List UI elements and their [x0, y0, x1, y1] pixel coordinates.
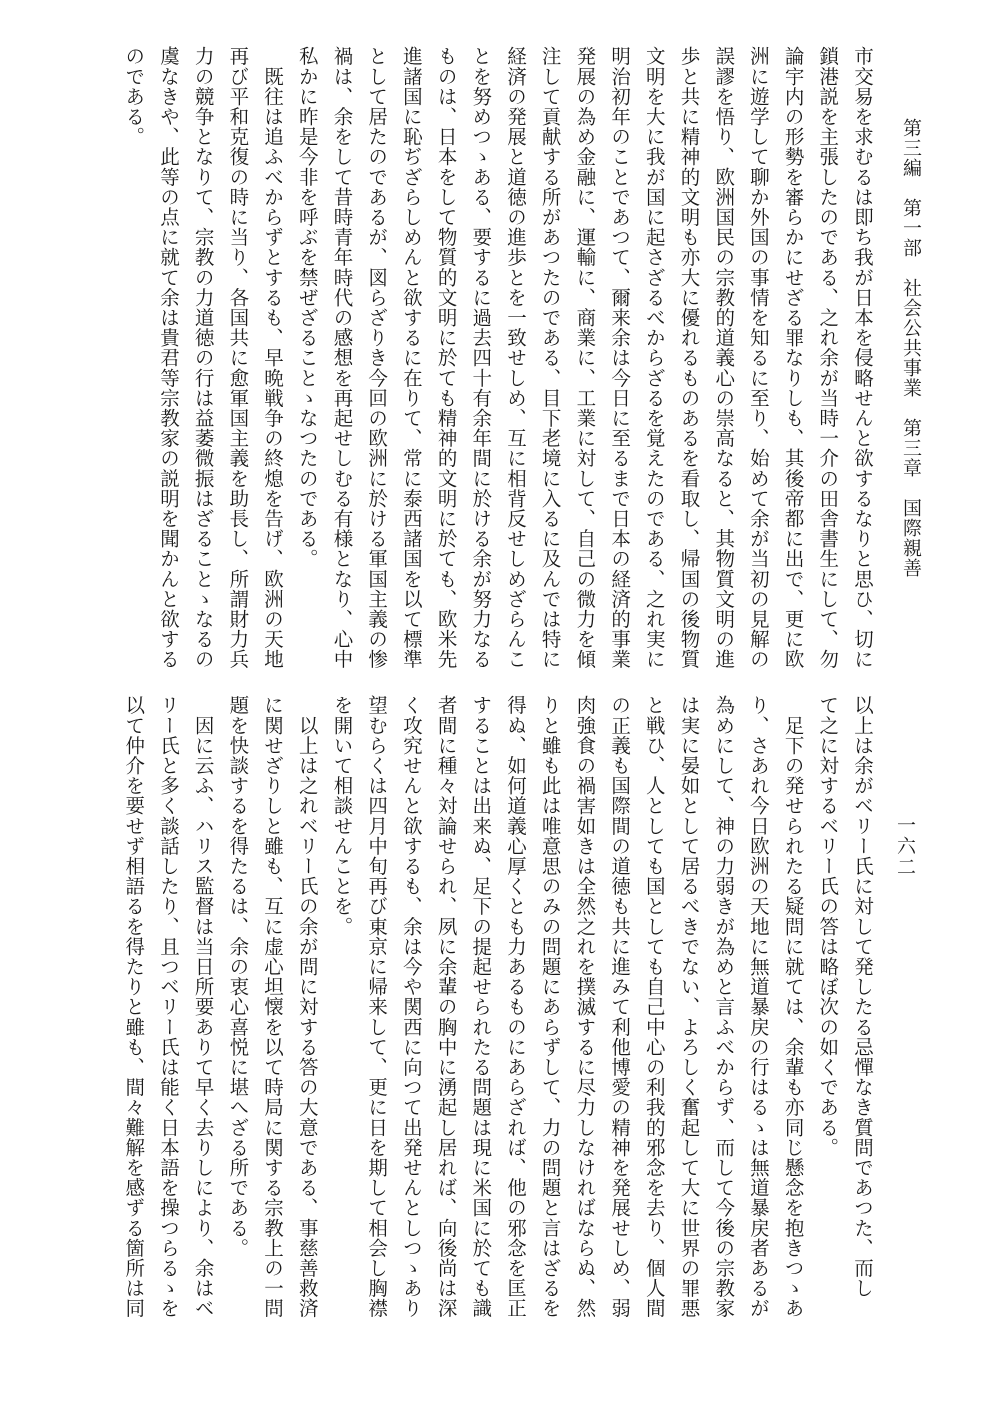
text-line: て之に対するベリー氏の答は略ぼ次の如くである。 [816, 695, 840, 1158]
text-line: は実に晏如として居るべきでない、よろしく奮起して大に世界の罪悪 [677, 695, 701, 1319]
text-line: 私かに昨是今非を呼ぶを禁ぜざることゝなつたのである。 [295, 46, 319, 569]
text-line: りと雖も此は唯意思のみの問題にあらずして、力の問題と言はざるを [538, 695, 562, 1319]
text-line: 鎖港説を主張したのである、之れ余が当時一介の田舎書生にして、勿 [816, 46, 840, 670]
text-line: 禍は、余をして昔時青年時代の感想を再起せしむる有様となり、心中 [330, 46, 354, 670]
text-line: 因に云ふ、ハリス監督は当日所要ありて早く去りしにより、余はベ [191, 695, 215, 1319]
text-line: 市交易を求むるは即ち我が日本を侵略せんと欲するなりと思ひ、切に [851, 46, 874, 670]
text-line: 注して貢献する所があつたのである、目下老境に入るに及んでは特に [538, 46, 562, 670]
text-line: く攻究せんと欲するも、余は今や関西に向つて出発せんとしつゝあり [399, 695, 423, 1319]
text-line: を開いて相談せんことを。 [330, 695, 354, 937]
text-line: 以て仲介を要せず相語るを得たりと雖も、間々難解を感ずる箇所は同 [122, 695, 146, 1319]
text-line: 進諸国に恥ぢざらしめんと欲するに在りて、常に泰西諸国を以て標準 [399, 46, 423, 670]
text-line: 足下の発せられたる疑問に就ては、余輩も亦同じ懸念を抱きつゝあ [781, 695, 805, 1319]
text-line: 虞なきや、此等の点に就て余は貴君等宗教家の説明を聞かんと欲する [156, 46, 180, 670]
text-line: 明治初年のことであつて、爾来余は今日に至るまで日本の経済的事業 [608, 46, 632, 670]
text-line: 歩と共に精神的文明も亦大に優れるものあるを看取し、帰国の後物質 [677, 46, 701, 670]
text-line: 既往は追ふべからずとするも、早晩戦争の終熄を告げ、欧洲の天地 [261, 46, 285, 670]
running-head: 第三編 第一部 社会公共事業 第三章 国際親善 [900, 118, 922, 578]
text-line: 題を快談するを得たるは、余の衷心喜悦に堪へざる所である。 [226, 695, 250, 1258]
text-line: 洲に遊学して聊か外国の事情を知るに至り、始めて余が当初の見解の [746, 46, 770, 670]
text-line: 発展の為め金融に、運輸に、商業に、工業に対して、自己の微力を傾 [573, 46, 597, 670]
text-line: のである。 [122, 46, 146, 147]
text-line: り、さあれ今日欧洲の天地に無道暴戻の行はるゝは無道暴戻者あるが [746, 695, 770, 1319]
text-line: 論宇内の形勢を審らかにせざる罪なりしも、其後帝都に出で、更に欧 [781, 46, 805, 670]
text-line: に関せざりしと雖も、互に虚心坦懐を以て時局に関する宗教上の一問 [261, 695, 285, 1319]
page-number: 一六二 [894, 815, 916, 878]
text-line: の正義も国際間の道徳も共に進みて利他博愛の精神を発展せしめ、弱 [608, 695, 632, 1319]
text-line: することは出来ぬ、足下の提起せられたる問題は現に米国に於ても識 [469, 695, 493, 1319]
text-line: リー氏と多く談話したり、且つベリー氏は能く日本語を操つらるゝを [156, 695, 180, 1319]
text-line: とを努めつゝある、要するに過去四十有余年間に於ける余が努力なる [469, 46, 493, 670]
text-line: 文明を大に我が国に起さざるべからざるを覚えたのである、之れ実に [642, 46, 666, 670]
text-line: と戦ひ、人としても国としても自己中心の利我的邪念を去り、個人間 [642, 695, 666, 1319]
text-line: 肉強食の禍害如きは全然之れを撲滅するに尽力しなければならぬ、然 [573, 695, 597, 1319]
lower-text-block [97, 695, 879, 1375]
text-line: 者間に種々対論せられ、夙に余輩の胸中に湧起し居れば、向後尚は深 [434, 695, 458, 1319]
text-line: 力の競争となりて、宗教の力道徳の行は益萎微振はざることゝなるの [191, 46, 215, 670]
text-line: 再び平和克復の時に当り、各国共に愈軍国主義を助長し、所謂財力兵 [226, 46, 250, 670]
text-line: 以上は余がベリー氏に対して発したる忌憚なき質問であつた、而し [851, 695, 874, 1298]
text-line: 為めにして、神の力弱きが為めと言ふべからず、而して今後の宗教家 [712, 695, 736, 1319]
text-line: として居たのであるが、図らざりき今回の欧洲に於ける軍国主義の惨 [365, 46, 389, 670]
text-line: 経済の発展と道徳の進歩とを一致せしめ、互に相背反せしめざらんこ [503, 46, 527, 670]
text-line: 望むらくは四月中旬再び東京に帰来して、更に日を期して相会し胸襟 [365, 695, 389, 1319]
text-line: 誤謬を悟り、欧洲国民の宗教的道義心の崇高なると、其物質文明の進 [712, 46, 736, 670]
text-line: ものは、日本をして物質的文明に於ても精神的文明に於ても、欧米先 [434, 46, 458, 670]
text-line: 得ぬ、如何道義心厚くとも力あるものにあらざれば、他の邪念を匡正 [503, 695, 527, 1319]
upper-text-block [97, 46, 879, 686]
text-line: 以上は之れベリー氏の余が問に対する答の大意である、事慈善救済 [295, 695, 319, 1319]
